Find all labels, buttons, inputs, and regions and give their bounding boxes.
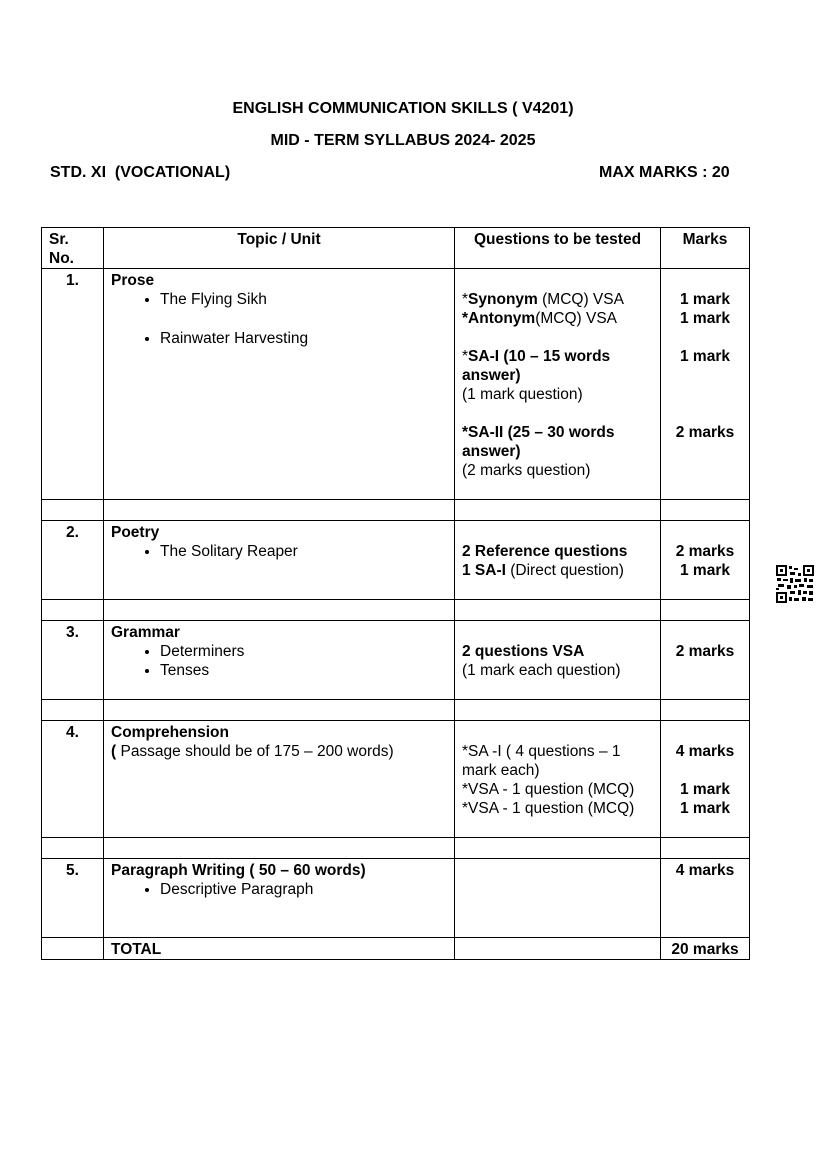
question-line: *SA-II (25 – 30 words answer) [462, 424, 615, 460]
header-sr-line1: Sr. [49, 231, 69, 248]
question-line: *Synonym (MCQ) VSA [462, 291, 624, 308]
topic-title: Prose [111, 272, 155, 289]
topic-list [111, 290, 447, 309]
topic-title: Paragraph Writing ( 50 – 60 words) [111, 862, 366, 879]
total-row [42, 938, 750, 960]
row-topic [104, 621, 455, 700]
row-topic [104, 859, 455, 938]
total-empty [42, 938, 104, 960]
row-topic [104, 269, 455, 500]
question-line: *VSA - 1 question (MCQ) [462, 781, 635, 798]
topic-list [111, 880, 447, 899]
row-sr: 4. [42, 721, 104, 838]
row-sr: 3. [42, 621, 104, 700]
marks-value: 1 mark [680, 562, 730, 579]
marks-value: 1 mark [680, 348, 730, 365]
question-line: (2 marks question) [462, 462, 591, 479]
header-sr [42, 228, 104, 269]
topic-note: ( Passage should be of 175 – 200 words) [111, 743, 394, 760]
row-questions [455, 859, 661, 938]
list-item: • Descriptive Paragraph [160, 880, 447, 899]
header-topic: Topic / Unit [104, 228, 455, 269]
marks-value: 2 marks [675, 643, 735, 660]
list-item: • Rainwater Harvesting [160, 329, 447, 348]
row-marks [661, 859, 750, 938]
marks-value: 1 mark [680, 800, 730, 817]
topic-title: Poetry [111, 524, 160, 541]
question-line: *Antonym(MCQ) VSA [462, 310, 618, 327]
row-questions [455, 521, 661, 600]
question-line: *SA-I (10 – 15 words answer) [462, 348, 611, 384]
topic-list [111, 329, 447, 348]
table-row [42, 621, 750, 700]
row-topic [104, 721, 455, 838]
topic-list [111, 642, 447, 680]
header-questions: Questions to be tested [455, 228, 661, 269]
total-marks: 20 marks [661, 938, 750, 960]
question-line: *VSA - 1 question (MCQ) [462, 800, 635, 817]
total-empty [455, 938, 661, 960]
spacer-row [42, 700, 750, 721]
header-marks: Marks [661, 228, 750, 269]
marks-value: 1 mark [680, 781, 730, 798]
row-questions [455, 269, 661, 500]
row-marks [661, 721, 750, 838]
table-header-row [42, 228, 750, 269]
standard-label: STD. XI (VOCATIONAL) [50, 164, 231, 181]
document-subtitle: MID - TERM SYLLABUS 2024- 2025 [270, 132, 536, 149]
marks-value: 2 marks [675, 543, 735, 560]
marks-value: 4 marks [675, 862, 735, 879]
row-topic [104, 521, 455, 600]
list-item: • The Solitary Reaper [160, 542, 447, 561]
table-row [42, 269, 750, 500]
topic-title: Grammar [111, 624, 180, 641]
list-item: • Determiners [160, 642, 447, 661]
table-row [42, 521, 750, 600]
row-sr: 5. [42, 859, 104, 938]
header-sr-line2: No. [49, 250, 74, 267]
row-sr: 1. [42, 269, 104, 500]
table-row [42, 721, 750, 838]
question-line: 2 questions VSA [462, 643, 585, 660]
list-item: • The Flying Sikh [160, 290, 447, 309]
topic-title: Comprehension [111, 724, 229, 741]
question-line: 2 Reference questions [462, 543, 628, 560]
marks-value: 2 marks [675, 424, 735, 441]
max-marks-label: MAX MARKS : 20 [599, 164, 730, 181]
question-line: (1 mark each question) [462, 662, 621, 679]
spacer-row [42, 600, 750, 621]
table-row [42, 859, 750, 938]
spacer-row [42, 838, 750, 859]
question-line: 1 SA-I (Direct question) [462, 562, 624, 579]
topic-list [111, 542, 447, 561]
marks-value: 1 mark [680, 310, 730, 327]
question-line: (1 mark question) [462, 386, 583, 403]
row-questions [455, 621, 661, 700]
qr-code-icon [775, 564, 815, 604]
row-marks [661, 521, 750, 600]
total-label: TOTAL [104, 938, 455, 960]
marks-value: 4 marks [675, 743, 735, 760]
list-item: • Tenses [160, 661, 447, 680]
row-marks [661, 269, 750, 500]
row-marks [661, 621, 750, 700]
document-title: ENGLISH COMMUNICATION SKILLS ( V4201) [232, 100, 574, 117]
row-sr: 2. [42, 521, 104, 600]
question-line: *SA -I ( 4 questions – 1 mark each) [462, 743, 621, 779]
spacer-row [42, 500, 750, 521]
row-questions [455, 721, 661, 838]
marks-value: 1 mark [680, 291, 730, 308]
syllabus-table [41, 227, 750, 960]
